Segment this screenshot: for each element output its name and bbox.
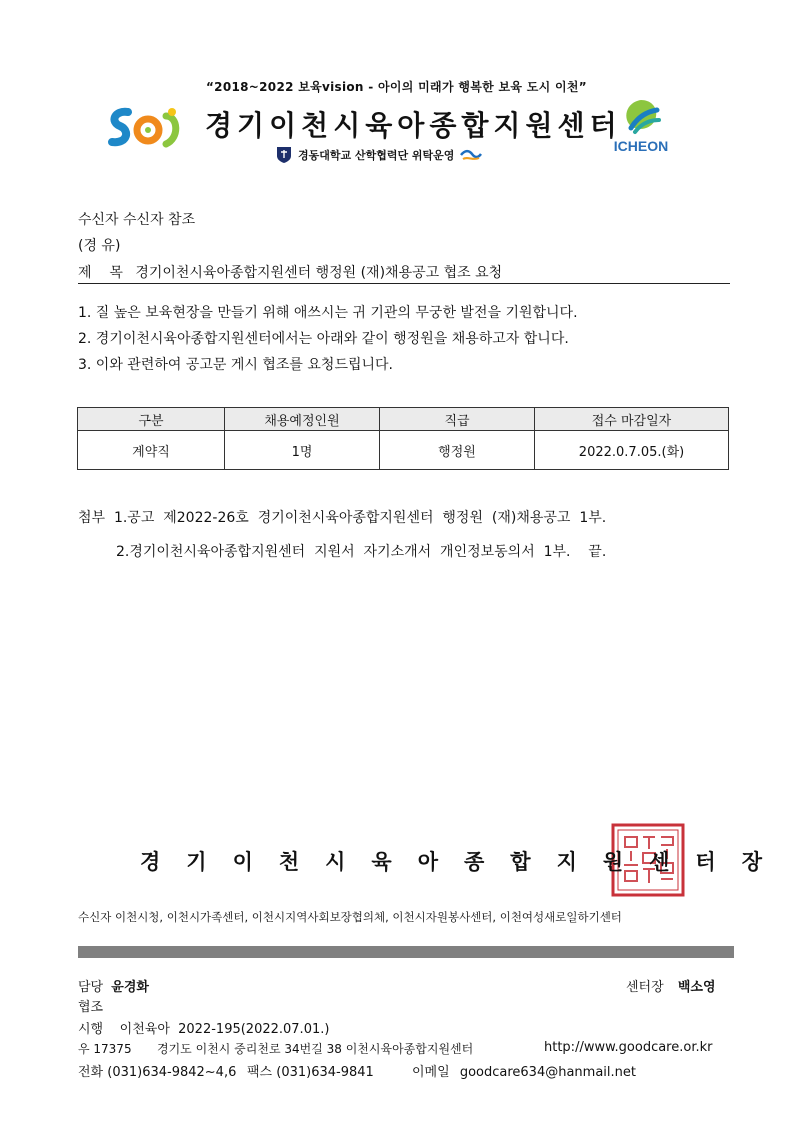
- recruitment-table: [77, 407, 729, 470]
- table-cell: 행정원: [380, 431, 535, 470]
- address: 경기도 이천시 중리천로 34번길 38 이천시육아종합지원센터: [157, 1042, 474, 1056]
- via-line: (경 유): [78, 238, 121, 254]
- email-link[interactable]: goodcare634@hanmail.net: [459, 1065, 636, 1080]
- university-emblem-icon: [276, 146, 292, 164]
- sender-title: 경기이천시육아종합지원센터장: [140, 850, 789, 874]
- table-header: 접수 마감일자: [535, 408, 729, 431]
- body-line-3: 3. 이와 관련하여 공고문 게시 협조를 요청드립니다.: [78, 357, 393, 373]
- director-name: 백소영: [677, 980, 716, 995]
- icheon-logo: [606, 98, 676, 158]
- homepage-link[interactable]: http://www.goodcare.or.kr: [544, 1040, 713, 1055]
- table-cell: 계약직: [78, 431, 225, 470]
- table-header: 채용예정인원: [225, 408, 380, 431]
- subject-label: 제 목: [78, 265, 123, 281]
- table-header-row: [78, 408, 729, 431]
- recipient-line: 수신자 수신자 참조: [78, 212, 196, 228]
- phone: 전화 (031)634-9842~4,6: [78, 1065, 237, 1080]
- wave-icon: [460, 148, 482, 162]
- icheon-logo-text: ICHEON: [613, 138, 669, 154]
- fax: 팩스 (031)634-9841: [247, 1065, 374, 1080]
- org-title: 경기이천시육아종합지원센터: [205, 109, 622, 142]
- sub-line-text: 경동대학교 산학협력단 위탁운영: [298, 149, 455, 162]
- center-logo: [106, 104, 186, 152]
- director-line: [626, 976, 716, 995]
- enforcement-line: 시행 이천육아 2022-195(2022.07.01.): [78, 1022, 330, 1037]
- email-label: 이메일: [412, 1065, 450, 1080]
- table-cell: 2022.0.7.05.(화): [535, 431, 729, 470]
- director-label: 센터장: [626, 980, 664, 995]
- subject-text: 경기이천시육아종합지원센터 행정원 (재)채용공고 협조 요청: [135, 265, 503, 281]
- attachment-line-2: 2.경기이천시육아종합지원센터 지원서 자기소개서 개인정보동의서 1부. 끝.: [116, 544, 607, 560]
- body-line-2: 2. 경기이천시육아종합지원센터에서는 아래와 같이 행정원을 채용하고자 합니다.: [78, 331, 569, 347]
- email-line: [412, 1061, 636, 1080]
- table-cell: 1명: [225, 431, 380, 470]
- subject-line: [78, 262, 502, 282]
- charge-label: 담당: [78, 980, 104, 995]
- table-header: 직급: [380, 408, 535, 431]
- body-line-1: 1. 질 높은 보육현장을 만들기 위해 애쓰시는 귀 기관의 무궁한 발전을 기원합니다.: [78, 305, 578, 321]
- subject-divider: [78, 283, 730, 284]
- footer-divider-bar: [78, 946, 734, 958]
- slogan: “2018~2022 보육vision - 아이의 미래가 행복한 보육 도시 이천”: [206, 80, 587, 94]
- sub-line: [276, 146, 482, 164]
- cooperation-line: 협조: [78, 1000, 104, 1015]
- recipients-list: 수신자 이천시청, 이천시가족센터, 이천시지역사회보장협의체, 이천시자원봉사센터, 이천여성새로일하기센터: [78, 910, 622, 924]
- postal-code: 우 17375: [78, 1042, 132, 1056]
- attachment-line-1: 첨부 1.공고 제2022-26호 경기이천시육아종합지원센터 행정원 (재)채용공고 1부.: [78, 510, 607, 526]
- charge-name: 윤경화: [111, 980, 149, 995]
- table-header: 구분: [78, 408, 225, 431]
- charge-line: [78, 976, 149, 995]
- table-row: [78, 431, 729, 470]
